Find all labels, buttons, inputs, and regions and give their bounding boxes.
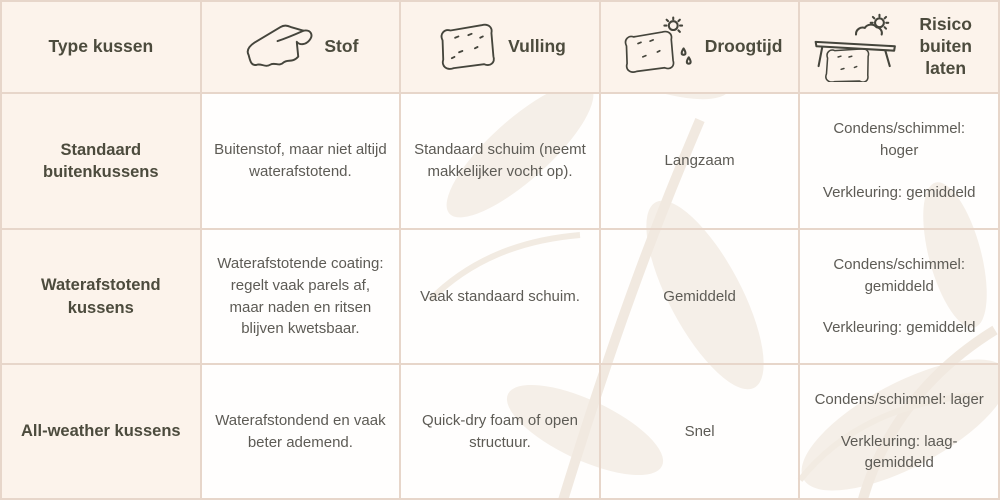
table-row-waterafstotend-kussens (1, 229, 999, 364)
header-risico-buiten-laten (799, 1, 999, 93)
cell-risico (799, 93, 999, 229)
cell-droogtijd: Gemiddeld (600, 229, 800, 364)
cell-stof: Waterafstondend en vaak beter ademend. (201, 364, 401, 499)
cell-droogtijd: Snel (600, 364, 800, 499)
risico-verkleuring-line: Verkleuring: gemiddeld (822, 183, 976, 201)
risico-verkleuring-line: Verkleuring: gemiddeld (822, 319, 976, 337)
risico-verkleuring-line: Verkleuring: laag-gemiddeld (840, 432, 958, 472)
table-row-standaard-buitenkussens (1, 93, 999, 229)
cell-risico (799, 364, 999, 499)
row-label: Waterafstotend kussens (1, 229, 201, 364)
row-label: All-weather kussens (1, 364, 201, 499)
cell-vulling: Standaard schuim (neemt makkelijker vocht op). (400, 93, 600, 229)
header-droogtijd-label: Droogtijd (704, 36, 783, 57)
cell-risico (799, 229, 999, 364)
table-header-row (1, 1, 999, 93)
cell-droogtijd: Langzaam (600, 93, 800, 229)
risico-condens-line: Condens/schimmel: lager (814, 390, 984, 408)
risico-condens-line: Condens/schimmel: hoger (833, 120, 966, 160)
cloth-icon (242, 18, 316, 76)
header-vulling-label: Vulling (508, 36, 566, 57)
table-row-all-weather-kussens (1, 364, 999, 499)
row-label: Standaard buitenkussens (1, 93, 201, 229)
header-stof-label: Stof (324, 36, 359, 57)
header-droogtijd (600, 1, 800, 93)
pillow-sun-drops-icon (617, 16, 697, 78)
header-stof (201, 1, 401, 93)
cell-stof: Waterafstotende coating: regelt vaak parels af, maar naden en ritsen blijven kwetsbaar. (201, 229, 401, 364)
header-vulling (400, 1, 600, 93)
risico-condens-line: Condens/schimmel: gemiddeld (833, 255, 966, 295)
cell-vulling: Quick-dry foam of open structuur. (400, 364, 600, 499)
header-risico-label: Risico buiten laten (919, 14, 972, 78)
pillow-icon (434, 20, 500, 74)
cell-stof: Buitenstof, maar niet altijd waterafstotend. (201, 93, 401, 229)
header-type-kussen (1, 1, 201, 93)
header-type-kussen-label: Type kussen (48, 36, 154, 57)
pillow-bench-sun-icon (812, 12, 900, 82)
cell-vulling: Vaak standaard schuim. (400, 229, 600, 364)
